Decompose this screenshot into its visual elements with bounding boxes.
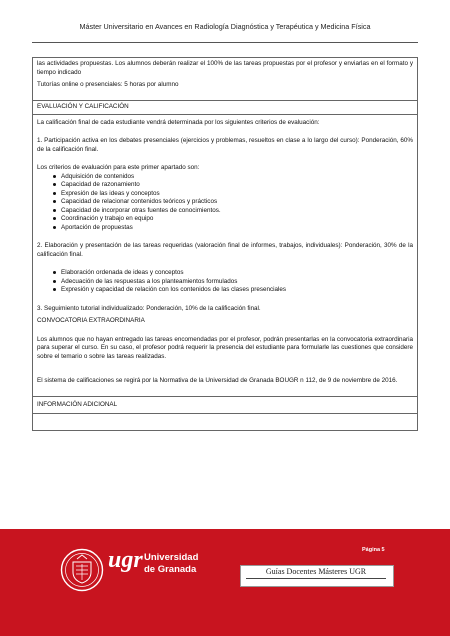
- university-name-line2: de Granada: [144, 563, 197, 575]
- evaluation-heading: EVALUACIÓN Y CALIFICACIÓN: [37, 103, 129, 110]
- criteria-1-intro: Los criterios de evaluación para este primer apartado son:: [37, 164, 200, 171]
- list-item: Expresión y capacidad de relación con los contenidos de las clases presenciales: [53, 286, 413, 295]
- evaluation-intro: La calificación final de cada estudiante vendrá determinada por los siguientes criterios de evaluación:: [37, 118, 320, 126]
- criterion-2: 2. Elaboración y presentación de las tareas requeridas (valoración final de informes, trabajos, individuales): Ponderación, 30% de la calificación final.: [37, 242, 413, 258]
- table-row: [33, 101, 418, 115]
- criteria-1-list: [37, 173, 413, 233]
- extraordinary-heading: CONVOCATORIA EXTRAORDINARIA: [37, 317, 145, 324]
- table-row: [33, 414, 418, 431]
- list-item: Aportación de propuestas: [53, 224, 413, 233]
- normativa-paragraph: El sistema de calificaciones se regirá por la Normativa de la Universidad de Granada BOUGR n 112, de 9 de noviembre de 2016.: [37, 377, 398, 384]
- guide-label-underline: [246, 578, 386, 579]
- tutorias-text: Tutorías online o presenciales: 5 horas por alumno: [37, 81, 179, 88]
- additional-info-cell: [33, 414, 418, 431]
- university-seal-icon: [60, 548, 104, 592]
- section-heading-cell: [33, 101, 418, 115]
- additional-info-heading: INFORMACIÓN ADICIONAL: [37, 400, 118, 408]
- table-row: [33, 114, 418, 396]
- guide-label: Guías Docentes Másteres UGR: [265, 567, 367, 576]
- university-name-line1: Universidad: [144, 552, 199, 563]
- document-header: Máster Universitario en Avances en Radiología Diagnóstica y Terapéutica y Medicina Física: [79, 22, 371, 31]
- ugr-logo-mark: ugr: [108, 547, 143, 573]
- course-guide-table: [32, 57, 418, 431]
- table-row: [33, 396, 418, 414]
- criterion-1: 1. Participación activa en los debates presenciales (ejercicios y problemas, resueltos en clase a lo largo del curso): Ponderación, 60% de la calificación final.: [37, 137, 413, 153]
- list-item: Coordinación y trabajo en equipo: [53, 215, 413, 224]
- section-heading-cell: [33, 396, 418, 414]
- list-item: Capacidad de incorporar otras fuentes de conocimientos.: [53, 207, 413, 216]
- list-item: Adquisición de contenidos: [53, 173, 413, 182]
- intro-paragraph: las actividades propuestas. Los alumnos deberán realizar el 100% de las tareas propuestas por el profesor y enviarlas en el formato y tiempo indicado: [37, 60, 413, 76]
- extraordinary-paragraph: Los alumnos que no hayan entregado las tareas encomendadas por el profesor, podrán presentarlas en la convocatoria extraordinaria para superar el curso. En su caso, el profesor podrá requerir la presencia del estudiante para formularle las cuestiones que considere sobre el temario o sobre las tareas realizadas.: [37, 335, 413, 360]
- activities-cell: [33, 58, 418, 101]
- table-row: [33, 58, 418, 101]
- list-item: Capacidad de razonamiento: [53, 181, 413, 190]
- university-name: [144, 552, 198, 576]
- criteria-2-list: [37, 269, 413, 295]
- evaluation-cell: [33, 114, 418, 396]
- header-divider: [32, 42, 418, 43]
- list-item: Expresión de las ideas y conceptos: [53, 190, 413, 199]
- list-item: Adecuación de las respuestas a los planteamientos formulados: [53, 278, 413, 287]
- list-item: Elaboración ordenada de ideas y conceptos: [53, 269, 413, 278]
- page-number: Página 5: [362, 547, 385, 553]
- list-item: Capacidad de relacionar contenidos teóricos y prácticos: [53, 198, 413, 207]
- criterion-3: 3. Seguimiento tutorial individualizado: Ponderación, 10% de la calificación final.: [37, 304, 261, 312]
